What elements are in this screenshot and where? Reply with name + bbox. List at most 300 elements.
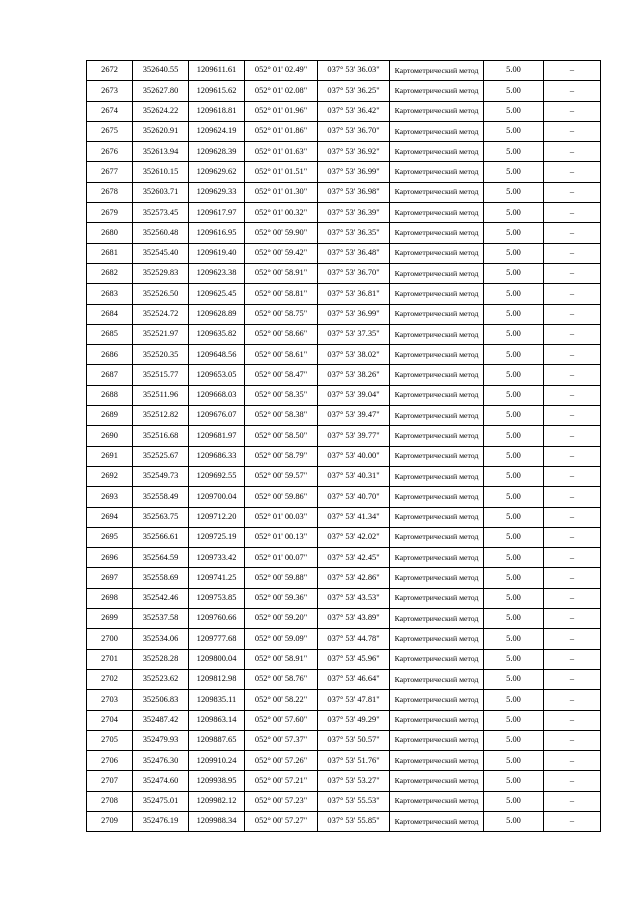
note-cell: – bbox=[544, 81, 601, 101]
longitude-cell: 037° 53' 38.26" bbox=[318, 365, 390, 385]
accuracy-cell: 5.00 bbox=[484, 365, 544, 385]
method-cell: Картометрический метод bbox=[390, 365, 484, 385]
longitude-cell: 037° 53' 50.57" bbox=[318, 730, 390, 750]
longitude-cell: 037° 53' 38.02" bbox=[318, 345, 390, 365]
table-row bbox=[87, 730, 601, 750]
latitude-cell: 052° 00' 57.21" bbox=[245, 771, 318, 791]
latitude-cell: 052° 00' 57.26" bbox=[245, 751, 318, 771]
longitude-cell: 037° 53' 41.34" bbox=[318, 507, 390, 527]
note-cell: – bbox=[544, 121, 601, 141]
table-row bbox=[87, 588, 601, 608]
table-row bbox=[87, 61, 601, 81]
method-cell: Картометрический метод bbox=[390, 223, 484, 243]
x-coordinate-cell: 352523.62 bbox=[133, 669, 189, 689]
x-coordinate-cell: 352479.93 bbox=[133, 730, 189, 750]
y-coordinate-cell: 1209812.98 bbox=[189, 669, 245, 689]
accuracy-cell: 5.00 bbox=[484, 385, 544, 405]
table-row bbox=[87, 690, 601, 710]
point-number-cell: 2709 bbox=[87, 811, 133, 831]
latitude-cell: 052° 00' 59.09" bbox=[245, 629, 318, 649]
x-coordinate-cell: 352573.45 bbox=[133, 203, 189, 223]
longitude-cell: 037° 53' 49.29" bbox=[318, 710, 390, 730]
method-cell: Картометрический метод bbox=[390, 609, 484, 629]
accuracy-cell: 5.00 bbox=[484, 568, 544, 588]
note-cell: – bbox=[544, 304, 601, 324]
longitude-cell: 037° 53' 46.64" bbox=[318, 669, 390, 689]
method-cell: Картометрический метод bbox=[390, 791, 484, 811]
x-coordinate-cell: 352521.97 bbox=[133, 324, 189, 344]
table-row bbox=[87, 548, 601, 568]
table-row bbox=[87, 304, 601, 324]
y-coordinate-cell: 1209982.12 bbox=[189, 791, 245, 811]
latitude-cell: 052° 00' 58.22" bbox=[245, 690, 318, 710]
y-coordinate-cell: 1209760.66 bbox=[189, 609, 245, 629]
y-coordinate-cell: 1209887.65 bbox=[189, 730, 245, 750]
point-number-cell: 2691 bbox=[87, 446, 133, 466]
point-number-cell: 2706 bbox=[87, 751, 133, 771]
longitude-cell: 037° 53' 43.53" bbox=[318, 588, 390, 608]
y-coordinate-cell: 1209741.25 bbox=[189, 568, 245, 588]
method-cell: Картометрический метод bbox=[390, 345, 484, 365]
latitude-cell: 052° 00' 59.90" bbox=[245, 223, 318, 243]
note-cell: – bbox=[544, 568, 601, 588]
longitude-cell: 037° 53' 39.77" bbox=[318, 426, 390, 446]
y-coordinate-cell: 1209618.81 bbox=[189, 101, 245, 121]
latitude-cell: 052° 00' 59.88" bbox=[245, 568, 318, 588]
latitude-cell: 052° 00' 57.60" bbox=[245, 710, 318, 730]
latitude-cell: 052° 01' 02.08" bbox=[245, 81, 318, 101]
y-coordinate-cell: 1209611.61 bbox=[189, 61, 245, 81]
table-row bbox=[87, 609, 601, 629]
method-cell: Картометрический метод bbox=[390, 81, 484, 101]
y-coordinate-cell: 1209910.24 bbox=[189, 751, 245, 771]
table-row bbox=[87, 121, 601, 141]
y-coordinate-cell: 1209700.04 bbox=[189, 487, 245, 507]
latitude-cell: 052° 00' 58.91" bbox=[245, 263, 318, 283]
longitude-cell: 037° 53' 55.85" bbox=[318, 811, 390, 831]
accuracy-cell: 5.00 bbox=[484, 710, 544, 730]
table-row bbox=[87, 101, 601, 121]
latitude-cell: 052° 00' 59.36" bbox=[245, 588, 318, 608]
x-coordinate-cell: 352558.69 bbox=[133, 568, 189, 588]
table-row bbox=[87, 223, 601, 243]
x-coordinate-cell: 352528.28 bbox=[133, 649, 189, 669]
point-number-cell: 2679 bbox=[87, 203, 133, 223]
y-coordinate-cell: 1209617.97 bbox=[189, 203, 245, 223]
point-number-cell: 2694 bbox=[87, 507, 133, 527]
method-cell: Картометрический метод bbox=[390, 284, 484, 304]
point-number-cell: 2705 bbox=[87, 730, 133, 750]
latitude-cell: 052° 00' 58.79" bbox=[245, 446, 318, 466]
y-coordinate-cell: 1209938.95 bbox=[189, 771, 245, 791]
method-cell: Картометрический метод bbox=[390, 61, 484, 81]
table-row bbox=[87, 385, 601, 405]
note-cell: – bbox=[544, 223, 601, 243]
x-coordinate-cell: 352524.72 bbox=[133, 304, 189, 324]
x-coordinate-cell: 352560.48 bbox=[133, 223, 189, 243]
method-cell: Картометрический метод bbox=[390, 446, 484, 466]
longitude-cell: 037° 53' 40.70" bbox=[318, 487, 390, 507]
latitude-cell: 052° 00' 58.66" bbox=[245, 324, 318, 344]
point-number-cell: 2681 bbox=[87, 243, 133, 263]
table-row bbox=[87, 527, 601, 547]
x-coordinate-cell: 352476.19 bbox=[133, 811, 189, 831]
method-cell: Картометрический метод bbox=[390, 527, 484, 547]
y-coordinate-cell: 1209623.38 bbox=[189, 263, 245, 283]
accuracy-cell: 5.00 bbox=[484, 507, 544, 527]
table-row bbox=[87, 629, 601, 649]
method-cell: Картометрический метод bbox=[390, 629, 484, 649]
point-number-cell: 2687 bbox=[87, 365, 133, 385]
y-coordinate-cell: 1209712.20 bbox=[189, 507, 245, 527]
latitude-cell: 052° 01' 01.63" bbox=[245, 142, 318, 162]
longitude-cell: 037° 53' 36.70" bbox=[318, 121, 390, 141]
latitude-cell: 052° 01' 02.49" bbox=[245, 61, 318, 81]
x-coordinate-cell: 352525.67 bbox=[133, 446, 189, 466]
table-row bbox=[87, 406, 601, 426]
table-row bbox=[87, 324, 601, 344]
accuracy-cell: 5.00 bbox=[484, 263, 544, 283]
accuracy-cell: 5.00 bbox=[484, 466, 544, 486]
longitude-cell: 037° 53' 37.35" bbox=[318, 324, 390, 344]
y-coordinate-cell: 1209681.97 bbox=[189, 426, 245, 446]
accuracy-cell: 5.00 bbox=[484, 730, 544, 750]
point-number-cell: 2677 bbox=[87, 162, 133, 182]
accuracy-cell: 5.00 bbox=[484, 81, 544, 101]
point-number-cell: 2692 bbox=[87, 466, 133, 486]
point-number-cell: 2684 bbox=[87, 304, 133, 324]
note-cell: – bbox=[544, 61, 601, 81]
longitude-cell: 037° 53' 36.81" bbox=[318, 284, 390, 304]
accuracy-cell: 5.00 bbox=[484, 162, 544, 182]
accuracy-cell: 5.00 bbox=[484, 142, 544, 162]
method-cell: Картометрический метод bbox=[390, 690, 484, 710]
method-cell: Картометрический метод bbox=[390, 324, 484, 344]
method-cell: Картометрический метод bbox=[390, 203, 484, 223]
method-cell: Картометрический метод bbox=[390, 182, 484, 202]
longitude-cell: 037° 53' 42.86" bbox=[318, 568, 390, 588]
accuracy-cell: 5.00 bbox=[484, 751, 544, 771]
x-coordinate-cell: 352545.40 bbox=[133, 243, 189, 263]
note-cell: – bbox=[544, 162, 601, 182]
note-cell: – bbox=[544, 811, 601, 831]
note-cell: – bbox=[544, 690, 601, 710]
method-cell: Картометрический метод bbox=[390, 751, 484, 771]
point-number-cell: 2703 bbox=[87, 690, 133, 710]
note-cell: – bbox=[544, 284, 601, 304]
table-row bbox=[87, 284, 601, 304]
x-coordinate-cell: 352610.15 bbox=[133, 162, 189, 182]
note-cell: – bbox=[544, 588, 601, 608]
method-cell: Картометрический метод bbox=[390, 548, 484, 568]
latitude-cell: 052° 00' 59.57" bbox=[245, 466, 318, 486]
point-number-cell: 2700 bbox=[87, 629, 133, 649]
point-number-cell: 2702 bbox=[87, 669, 133, 689]
table-row bbox=[87, 811, 601, 831]
method-cell: Картометрический метод bbox=[390, 426, 484, 446]
note-cell: – bbox=[544, 345, 601, 365]
method-cell: Картометрический метод bbox=[390, 730, 484, 750]
longitude-cell: 037° 53' 36.98" bbox=[318, 182, 390, 202]
accuracy-cell: 5.00 bbox=[484, 588, 544, 608]
latitude-cell: 052° 01' 01.30" bbox=[245, 182, 318, 202]
table-row bbox=[87, 568, 601, 588]
longitude-cell: 037° 53' 39.47" bbox=[318, 406, 390, 426]
longitude-cell: 037° 53' 36.03" bbox=[318, 61, 390, 81]
point-number-cell: 2695 bbox=[87, 527, 133, 547]
longitude-cell: 037° 53' 42.45" bbox=[318, 548, 390, 568]
longitude-cell: 037° 53' 36.70" bbox=[318, 263, 390, 283]
longitude-cell: 037° 53' 39.04" bbox=[318, 385, 390, 405]
x-coordinate-cell: 352526.50 bbox=[133, 284, 189, 304]
accuracy-cell: 5.00 bbox=[484, 243, 544, 263]
method-cell: Картометрический метод bbox=[390, 710, 484, 730]
method-cell: Картометрический метод bbox=[390, 649, 484, 669]
latitude-cell: 052° 00' 58.91" bbox=[245, 649, 318, 669]
note-cell: – bbox=[544, 669, 601, 689]
point-number-cell: 2683 bbox=[87, 284, 133, 304]
x-coordinate-cell: 352564.59 bbox=[133, 548, 189, 568]
y-coordinate-cell: 1209725.19 bbox=[189, 527, 245, 547]
point-number-cell: 2678 bbox=[87, 182, 133, 202]
point-number-cell: 2696 bbox=[87, 548, 133, 568]
accuracy-cell: 5.00 bbox=[484, 182, 544, 202]
accuracy-cell: 5.00 bbox=[484, 609, 544, 629]
x-coordinate-cell: 352512.82 bbox=[133, 406, 189, 426]
table-row bbox=[87, 751, 601, 771]
x-coordinate-cell: 352558.49 bbox=[133, 487, 189, 507]
x-coordinate-cell: 352549.73 bbox=[133, 466, 189, 486]
x-coordinate-cell: 352520.35 bbox=[133, 345, 189, 365]
x-coordinate-cell: 352566.61 bbox=[133, 527, 189, 547]
note-cell: – bbox=[544, 751, 601, 771]
point-number-cell: 2685 bbox=[87, 324, 133, 344]
method-cell: Картометрический метод bbox=[390, 101, 484, 121]
note-cell: – bbox=[544, 182, 601, 202]
longitude-cell: 037° 53' 55.53" bbox=[318, 791, 390, 811]
table-row bbox=[87, 771, 601, 791]
note-cell: – bbox=[544, 649, 601, 669]
y-coordinate-cell: 1209653.05 bbox=[189, 365, 245, 385]
y-coordinate-cell: 1209648.56 bbox=[189, 345, 245, 365]
note-cell: – bbox=[544, 446, 601, 466]
latitude-cell: 052° 01' 00.32" bbox=[245, 203, 318, 223]
point-number-cell: 2680 bbox=[87, 223, 133, 243]
y-coordinate-cell: 1209988.34 bbox=[189, 811, 245, 831]
table-row bbox=[87, 446, 601, 466]
x-coordinate-cell: 352640.55 bbox=[133, 61, 189, 81]
point-number-cell: 2686 bbox=[87, 345, 133, 365]
accuracy-cell: 5.00 bbox=[484, 121, 544, 141]
y-coordinate-cell: 1209624.19 bbox=[189, 121, 245, 141]
y-coordinate-cell: 1209629.33 bbox=[189, 182, 245, 202]
table-row bbox=[87, 263, 601, 283]
y-coordinate-cell: 1209733.42 bbox=[189, 548, 245, 568]
longitude-cell: 037° 53' 43.89" bbox=[318, 609, 390, 629]
note-cell: – bbox=[544, 527, 601, 547]
method-cell: Картометрический метод bbox=[390, 162, 484, 182]
latitude-cell: 052° 00' 58.38" bbox=[245, 406, 318, 426]
x-coordinate-cell: 352627.80 bbox=[133, 81, 189, 101]
point-number-cell: 2675 bbox=[87, 121, 133, 141]
y-coordinate-cell: 1209676.07 bbox=[189, 406, 245, 426]
longitude-cell: 037° 53' 36.99" bbox=[318, 162, 390, 182]
table-row bbox=[87, 466, 601, 486]
table-row bbox=[87, 365, 601, 385]
point-number-cell: 2704 bbox=[87, 710, 133, 730]
longitude-cell: 037° 53' 45.96" bbox=[318, 649, 390, 669]
latitude-cell: 052° 00' 57.27" bbox=[245, 811, 318, 831]
y-coordinate-cell: 1209628.39 bbox=[189, 142, 245, 162]
accuracy-cell: 5.00 bbox=[484, 629, 544, 649]
accuracy-cell: 5.00 bbox=[484, 446, 544, 466]
longitude-cell: 037° 53' 36.39" bbox=[318, 203, 390, 223]
latitude-cell: 052° 00' 58.61" bbox=[245, 345, 318, 365]
y-coordinate-cell: 1209835.11 bbox=[189, 690, 245, 710]
note-cell: – bbox=[544, 507, 601, 527]
latitude-cell: 052° 00' 58.81" bbox=[245, 284, 318, 304]
longitude-cell: 037° 53' 42.02" bbox=[318, 527, 390, 547]
point-number-cell: 2697 bbox=[87, 568, 133, 588]
latitude-cell: 052° 00' 59.20" bbox=[245, 609, 318, 629]
note-cell: – bbox=[544, 385, 601, 405]
table-row bbox=[87, 345, 601, 365]
method-cell: Картометрический метод bbox=[390, 142, 484, 162]
y-coordinate-cell: 1209668.03 bbox=[189, 385, 245, 405]
table-row bbox=[87, 182, 601, 202]
accuracy-cell: 5.00 bbox=[484, 791, 544, 811]
x-coordinate-cell: 352624.22 bbox=[133, 101, 189, 121]
table-row bbox=[87, 791, 601, 811]
table-row bbox=[87, 669, 601, 689]
note-cell: – bbox=[544, 609, 601, 629]
note-cell: – bbox=[544, 365, 601, 385]
y-coordinate-cell: 1209615.62 bbox=[189, 81, 245, 101]
accuracy-cell: 5.00 bbox=[484, 223, 544, 243]
y-coordinate-cell: 1209800.04 bbox=[189, 649, 245, 669]
accuracy-cell: 5.00 bbox=[484, 304, 544, 324]
note-cell: – bbox=[544, 263, 601, 283]
accuracy-cell: 5.00 bbox=[484, 487, 544, 507]
y-coordinate-cell: 1209686.33 bbox=[189, 446, 245, 466]
longitude-cell: 037° 53' 36.48" bbox=[318, 243, 390, 263]
note-cell: – bbox=[544, 406, 601, 426]
accuracy-cell: 5.00 bbox=[484, 203, 544, 223]
longitude-cell: 037° 53' 36.92" bbox=[318, 142, 390, 162]
latitude-cell: 052° 01' 00.13" bbox=[245, 527, 318, 547]
method-cell: Картометрический метод bbox=[390, 568, 484, 588]
point-number-cell: 2689 bbox=[87, 406, 133, 426]
longitude-cell: 037° 53' 47.81" bbox=[318, 690, 390, 710]
accuracy-cell: 5.00 bbox=[484, 101, 544, 121]
accuracy-cell: 5.00 bbox=[484, 811, 544, 831]
x-coordinate-cell: 352487.42 bbox=[133, 710, 189, 730]
method-cell: Картометрический метод bbox=[390, 121, 484, 141]
x-coordinate-cell: 352476.30 bbox=[133, 751, 189, 771]
y-coordinate-cell: 1209629.62 bbox=[189, 162, 245, 182]
point-number-cell: 2674 bbox=[87, 101, 133, 121]
point-number-cell: 2701 bbox=[87, 649, 133, 669]
latitude-cell: 052° 01' 00.07" bbox=[245, 548, 318, 568]
note-cell: – bbox=[544, 243, 601, 263]
accuracy-cell: 5.00 bbox=[484, 771, 544, 791]
accuracy-cell: 5.00 bbox=[484, 690, 544, 710]
table-row bbox=[87, 243, 601, 263]
y-coordinate-cell: 1209628.89 bbox=[189, 304, 245, 324]
latitude-cell: 052° 00' 58.76" bbox=[245, 669, 318, 689]
x-coordinate-cell: 352563.75 bbox=[133, 507, 189, 527]
method-cell: Картометрический метод bbox=[390, 385, 484, 405]
latitude-cell: 052° 00' 58.35" bbox=[245, 385, 318, 405]
accuracy-cell: 5.00 bbox=[484, 406, 544, 426]
y-coordinate-cell: 1209625.45 bbox=[189, 284, 245, 304]
method-cell: Картометрический метод bbox=[390, 243, 484, 263]
x-coordinate-cell: 352620.91 bbox=[133, 121, 189, 141]
note-cell: – bbox=[544, 203, 601, 223]
latitude-cell: 052° 00' 58.50" bbox=[245, 426, 318, 446]
note-cell: – bbox=[544, 324, 601, 344]
latitude-cell: 052° 01' 00.03" bbox=[245, 507, 318, 527]
table-row bbox=[87, 142, 601, 162]
latitude-cell: 052° 01' 01.96" bbox=[245, 101, 318, 121]
y-coordinate-cell: 1209753.85 bbox=[189, 588, 245, 608]
note-cell: – bbox=[544, 730, 601, 750]
coordinates-table bbox=[86, 60, 601, 832]
longitude-cell: 037° 53' 36.42" bbox=[318, 101, 390, 121]
x-coordinate-cell: 352506.83 bbox=[133, 690, 189, 710]
x-coordinate-cell: 352515.77 bbox=[133, 365, 189, 385]
latitude-cell: 052° 00' 59.86" bbox=[245, 487, 318, 507]
table-row bbox=[87, 649, 601, 669]
table-row bbox=[87, 162, 601, 182]
note-cell: – bbox=[544, 710, 601, 730]
longitude-cell: 037° 53' 53.27" bbox=[318, 771, 390, 791]
y-coordinate-cell: 1209635.82 bbox=[189, 324, 245, 344]
note-cell: – bbox=[544, 487, 601, 507]
note-cell: – bbox=[544, 426, 601, 446]
method-cell: Картометрический метод bbox=[390, 669, 484, 689]
note-cell: – bbox=[544, 142, 601, 162]
latitude-cell: 052° 00' 57.37" bbox=[245, 730, 318, 750]
method-cell: Картометрический метод bbox=[390, 487, 484, 507]
x-coordinate-cell: 352474.60 bbox=[133, 771, 189, 791]
longitude-cell: 037° 53' 40.00" bbox=[318, 446, 390, 466]
x-coordinate-cell: 352475.01 bbox=[133, 791, 189, 811]
longitude-cell: 037° 53' 36.99" bbox=[318, 304, 390, 324]
accuracy-cell: 5.00 bbox=[484, 284, 544, 304]
latitude-cell: 052° 01' 01.51" bbox=[245, 162, 318, 182]
point-number-cell: 2672 bbox=[87, 61, 133, 81]
y-coordinate-cell: 1209777.68 bbox=[189, 629, 245, 649]
x-coordinate-cell: 352613.94 bbox=[133, 142, 189, 162]
accuracy-cell: 5.00 bbox=[484, 61, 544, 81]
longitude-cell: 037° 53' 44.78" bbox=[318, 629, 390, 649]
x-coordinate-cell: 352529.83 bbox=[133, 263, 189, 283]
point-number-cell: 2693 bbox=[87, 487, 133, 507]
y-coordinate-cell: 1209863.14 bbox=[189, 710, 245, 730]
note-cell: – bbox=[544, 101, 601, 121]
point-number-cell: 2699 bbox=[87, 609, 133, 629]
point-number-cell: 2682 bbox=[87, 263, 133, 283]
point-number-cell: 2688 bbox=[87, 385, 133, 405]
point-number-cell: 2676 bbox=[87, 142, 133, 162]
method-cell: Картометрический метод bbox=[390, 406, 484, 426]
table-row bbox=[87, 710, 601, 730]
y-coordinate-cell: 1209692.55 bbox=[189, 466, 245, 486]
accuracy-cell: 5.00 bbox=[484, 324, 544, 344]
point-number-cell: 2673 bbox=[87, 81, 133, 101]
point-number-cell: 2698 bbox=[87, 588, 133, 608]
